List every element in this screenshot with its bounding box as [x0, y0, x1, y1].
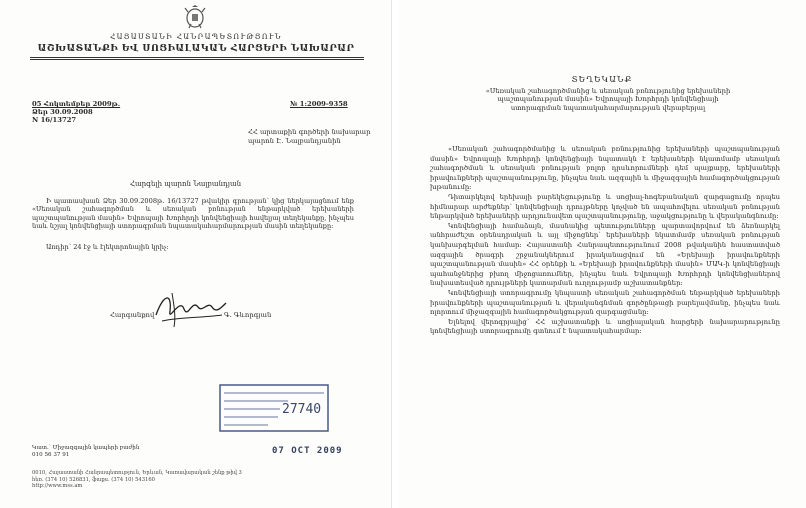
- reference-paragraph: «Սեռական շահագործմանից և սեռական բռնությունից երեխաների պաշտպանության մասին» Եվրոպայի Խորհրդի կոնվենցիայի նպատակն է երեխաների նկատմամբ սեռական շահագործման և սեռական բռնության բոլոր դրսևորումների դեմ պայքարը, երեխաների իրավունքների պաշտպանությունը, ինչպես նաև ազգային և միջազգային համագործակցության խթանումը:: [430, 145, 780, 192]
- reference-paragraph: Կոնվենցիայի ստորագրումը կնպաստի սեռական շահագործման ենթարկված երեխաների իրավունքների պաշտպանության և վերականգնման գործընթացի բարելավմանը, ինչպես նաև ոլորտում միջազգային համագործակցության զարգացմանը:: [430, 288, 780, 317]
- signature-icon: [150, 287, 230, 331]
- letter-body: Ի պատասխան Ձեր 30.09.2008թ. 16/13727 թվակիր գրության՝ կից ներկայացնում ենք «Սեռական շահագործման և սեռական բռնության ենթարկված երեխաների պաշտպանության մասին» Եվրոպայի Խորհրդի կոնվենցիայի հավելյալ տեղեկանքը, ինչպես նաև նշյալ կոնվենցիայի ստորագրման նպատակահարմարության մասին տեղեկանքը:: [32, 197, 354, 231]
- stamp-number: 27740: [282, 402, 322, 417]
- letter-number: № 1:2009-9358: [290, 100, 348, 108]
- executor-info: [32, 445, 139, 459]
- addressee-title: ՀՀ արտաքին գործերի նախարար: [248, 128, 371, 136]
- salutation: Հարգելի պարոն Նալբանդյան: [130, 180, 242, 188]
- reference-date: Ձեր 30.09.2008: [32, 108, 93, 116]
- footer-website: http://www.mss.am: [32, 483, 83, 490]
- executor-phone: 010 56 37 91: [32, 452, 70, 458]
- reference-paragraph: Դիտարկելով երեխայի բարեկեցությունը և սոցիալ-հոգեբանական զարգացումը որպես հիմնարար արժեքներ՝ կոնվենցիայի դրույթները կոչված են ապահովելու սեռական բռնության ենթարկված երեխաների արդյունավետ պաշտպանությունը, աջակցությունը և վերականգնումը:: [430, 192, 780, 221]
- letter-page: [0, 0, 392, 508]
- executor-department: Կատ.՝ Միջազգային կապերի բաժին: [32, 445, 140, 451]
- reference-number: N 16/13727: [32, 116, 77, 124]
- header-rule-thin: [30, 59, 364, 60]
- closing-label: Հարգանքով: [110, 311, 155, 319]
- reference-paragraph: Կոնվենցիայի համաձայն, մասնակից պետությունները պարտավորվում են ձեռնարկել անհրաժեշտ օրենսդրական և այլ միջոցներ՝ երեխաների նկատմամբ սեռական բռնության կանխարգելման համար: Հայաստանի Հանրապետությունում 2008 թվականին հաստատված ազգային ծրագրի շրջանակներում իրականացվում են «Երեխայի իրավունքների պաշտպանության մասին» ՀՀ օրենքի և «Երեխայի իրավունքների մասին» ՄԱԿ-ի կոնվենցիայի պահանջներից բխող միջոցառումներ, ինչպես նաև Եվրոպայի Խորհրդի կոնվենցիաներով նախատեսված դրույթների կատարման ուղղությամբ աշխատանքներ:: [430, 221, 780, 288]
- ministry-country: ՀԱՅԱՍՏԱՆԻ ՀԱՆՐԱՊԵՏՈՒԹՅՈՒՆ: [110, 32, 282, 41]
- reference-paragraph: Ելնելով վերոգրյալից՝ ՀՀ աշխատանքի և սոցիալական հարցերի նախարարությունը կոնվենցիայի ստորագրումը գտնում է նպատակահարմար:: [430, 317, 780, 336]
- reference-body: [430, 145, 780, 337]
- letter-footer: [32, 470, 242, 490]
- reference-title: ՏԵՂԵԿԱՆՔ: [571, 74, 633, 84]
- reference-subject: «Սեռական շահագործմանից և սեռական բռնությունից երեխաների պաշտպանության մասին» Եվրոպայի Խորհրդի կոնվենցիայի ստորագրման նպատակահարմարության վերաբերյալ: [485, 87, 731, 112]
- footer-phone: հեռ. (374 10) 526831, ֆաքս. (374 10) 543160: [32, 476, 155, 483]
- header-rule: [30, 57, 364, 58]
- enclosure-note: Առդիր՝ 24 էջ և էլեկտրոնային կրիչ:: [46, 243, 169, 251]
- ministry-name: ԱՇԽԱՏԱՆՔԻ ԵՎ ՍՈՑԻԱԼԱԿԱՆ ՀԱՐՑԵՐԻ ՆԱԽԱՐԱՐ: [37, 43, 355, 54]
- footer-address: 0010, Հայաստանի Հանրապետություն, Երևան, Կառավարական շենք թիվ 3: [32, 470, 242, 476]
- signatory-name: Գ. Գևորգյան: [224, 311, 272, 319]
- reference-page: [398, 0, 806, 508]
- letter-date: 05 Հոկտեմբեր 2009թ.: [32, 100, 121, 108]
- addressee-name: պարոն Է. Նալբանդյանին: [248, 137, 341, 145]
- registration-stamp-icon: [218, 383, 330, 433]
- date-stamp: 07 OCT 2009: [272, 446, 343, 456]
- coat-of-arms-icon: [182, 4, 208, 30]
